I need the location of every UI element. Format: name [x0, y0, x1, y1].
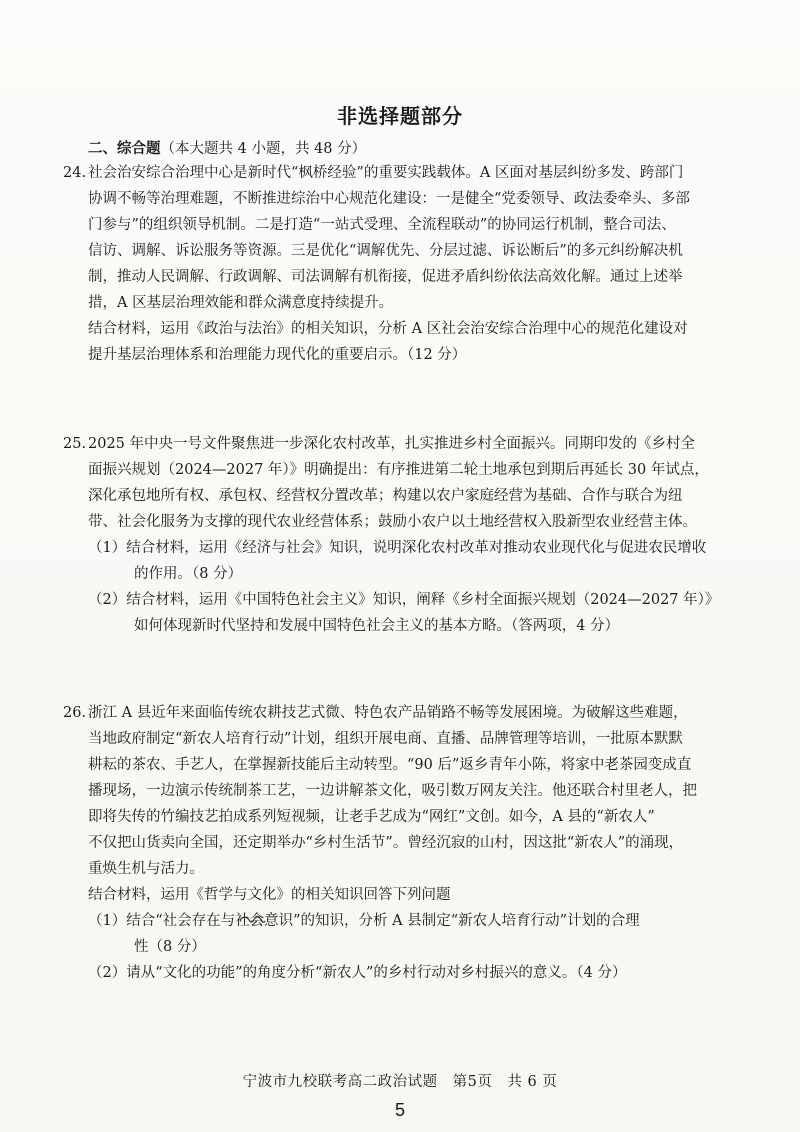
q24-line: 协调不畅等治理难题，不断推进综治中心规范化建设：一是健全“党委领导、政法委牵头、多部	[88, 191, 690, 207]
q24-line: 制，推动人民调解、行政调解、司法调解有机衔接，促进矛盾纠纷依法高效化解。通过上述举	[88, 269, 683, 285]
q26-task: 结合材料，运用《哲学与文化》的相关知识回答下列问题	[88, 887, 451, 903]
question-24	[63, 160, 768, 368]
q24-line: 措，A 区基层治理效能和群众满意度持续提升。	[88, 295, 394, 311]
question-number: 25.	[63, 436, 87, 452]
q25-sub2-line: （2）结合材料，运用《中国特色社会主义》知识，阐释《乡村全面振兴规划（2024—2027 年）》	[88, 592, 720, 608]
page-title: 非选择题部分	[337, 104, 463, 128]
q25-sub1-line: 的作用。（8 分）	[134, 566, 243, 582]
section-heading	[88, 137, 366, 158]
q24-line: 门参与”的组织领导机制。二是打造“一站式受理、全流程联动”的协同运行机制，整合司法、	[88, 217, 676, 233]
q26-line: 耕耘的茶农、手艺人，在掌握新技能后主动转型。“90 后”返乡青年小陈，将家中老茶园变成直	[88, 757, 692, 773]
q25-line: 深化承包地所有权、承包权、经营权分置改革；构建以农户家庭经营为基础、合作与联合为纽	[88, 488, 683, 504]
q26-sub1-line: 性（8 分）	[134, 939, 206, 955]
page-number: 5	[394, 1100, 405, 1120]
q26-sub2: （2）请从“文化的功能”的角度分析“新农人”的乡村行动对乡村振兴的意义。（4 分）	[88, 965, 627, 981]
q25-line: 带、社会化服务为支撑的现代农业经营体系；鼓励小农户以土地经营权入股新型农业经营主体。	[88, 514, 697, 530]
q24-task-line: 结合材料，运用《政治与法治》的相关知识，分析 A 区社会治安综合治理中心的规范化建设对	[88, 321, 688, 337]
q24-line: 信访、调解、诉讼服务等资源。三是优化“调解优先、分层过滤、诉讼断后”的多元纠纷解决机	[88, 243, 683, 259]
section-note: （本大题共 4 小题，共 48 分）	[160, 141, 367, 157]
q26-sub1-line: （1）结合“社会存在与社会意识”的知识，分析 A 县制定“新农人培育行动”计划的合理	[88, 913, 640, 929]
question-number: 26.	[63, 705, 87, 721]
q25-sub1-line: （1）结合材料，运用《经济与社会》知识，说明深化农村改革对推动农业现代化与促进农民增收	[88, 540, 707, 556]
q26-line: 即将失传的竹编技艺拍成系列短视频，让老手艺成为“网红”文创。如今，A 县的“新农人”	[88, 809, 655, 825]
q26-line: 播现场，一边演示传统制茶工艺，一边讲解茶文化，吸引数万网友关注。他还联合村里老人，把	[88, 783, 697, 799]
handwritten-mark-icon	[237, 912, 267, 930]
question-26	[63, 700, 768, 986]
q24-line: 社会治安综合治理中心是新时代“枫桥经验”的重要实践载体。A 区面对基层纠纷多发、跨部门	[88, 165, 684, 181]
q25-sub2-line: 如何体现新时代坚持和发展中国特色社会主义的基本方略。（答两项，4 分）	[134, 618, 620, 634]
section-label: 二、综合题	[88, 140, 161, 157]
q26-line: 不仅把山货卖向全国，还定期举办“乡村生活节”。曾经沉寂的山村，因这批“新农人”的涌现，	[88, 835, 684, 851]
q25-line: 面振兴规划（2024—2027 年）》明确提出：有序推进第二轮土地承包到期后再延长 30 年试点，	[88, 462, 709, 478]
page-footer: 宁波市九校联考高二政治试题 第5页 共 6 页	[242, 1074, 558, 1090]
q26-line: 重焕生机与活力。	[88, 861, 204, 877]
q26-line: 当地政府制定“新农人培育行动”计划，组织开展电商、直播、品牌管理等培训，一批原本默默	[88, 731, 683, 747]
q26-line: 浙江 A 县近年来面临传统农耕技艺式微、特色农产品销路不畅等发展困境。为破解这些难题，	[88, 705, 688, 721]
question-25	[63, 431, 768, 639]
q25-line: 2025 年中央一号文件聚焦进一步深化农村改革，扎实推进乡村全面振兴。同期印发的《乡村全	[88, 436, 696, 452]
question-number: 24.	[63, 165, 87, 181]
q24-task-line: 提升基层治理体系和治理能力现代化的重要启示。（12 分）	[88, 347, 467, 363]
